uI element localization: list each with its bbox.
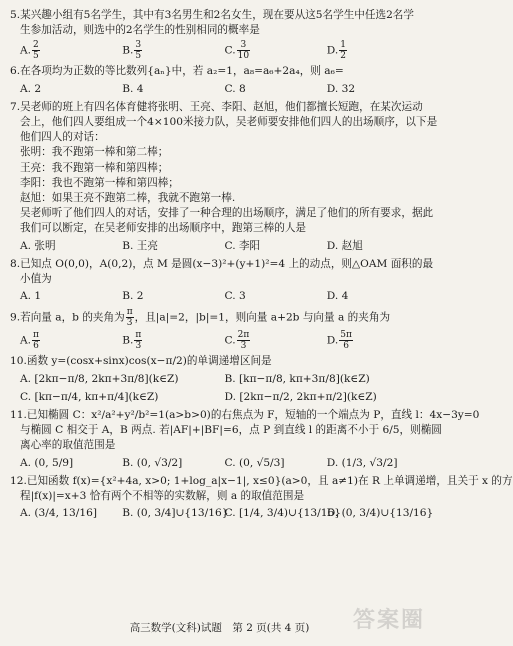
question-text: 程|f(x)|=x+3 恰有两个不相等的实数解，则 a 的取值范围是 [20, 490, 305, 503]
option-c: C. $\frac{3}{10}$ [224, 40, 250, 62]
option-c: C. $\frac{2\pi}{3}$ [224, 330, 250, 352]
options [10, 289, 429, 304]
question-6 [10, 64, 429, 96]
question-text: 离心率的取值范围是 [20, 439, 116, 452]
option-d: D. 赵旭 [326, 239, 363, 252]
question-text: 7.吴老师的班上有四名体育健将张明、王亮、李阳、赵旭，他们都擅长短跑，在某次运动 [10, 100, 423, 113]
dialogue-line: 王亮：我不跑第一棒和第四棒； [20, 161, 169, 174]
option-b: B. 4 [122, 82, 144, 95]
option-b: B. 2 [122, 290, 144, 303]
question-10 [10, 354, 429, 405]
dialogue-line: 张明：我不跑第一棒和第二棒； [20, 146, 169, 159]
question-text: 5.某兴趣小组有5名学生，其中有3名男生和2名女生，现在要从这5名学生中任选2名学 [10, 9, 414, 21]
option-a: A. $\frac{2}{5}$ [20, 40, 39, 62]
option-a: A. 1 [20, 290, 42, 303]
option-a: A. 张明 [20, 239, 56, 252]
option-b: B. $\frac{3}{5}$ [122, 40, 142, 62]
question-text: 生参加活动，则选中的2名学生的性别相同的概率是 [20, 24, 260, 37]
option-b: B. [kπ−π/8, kπ+3π/8](k∈Z) [224, 372, 370, 385]
option-d: D. (1/3, √3/2] [326, 456, 398, 469]
question-text: 吴老师听了他们四人的对话，安排了一种合理的出场顺序，满足了他们的所有要求，据此 [20, 207, 434, 220]
dialogue-line: 赵旭：如果王亮不跑第二棒，我就不跑第一棒. [20, 192, 236, 205]
option-d: D. [2kπ−π/2, 2kπ+π/2](k∈Z) [224, 390, 377, 403]
page-footer: 高三数学(文科)试题 第 2 页(共 4 页) [129, 621, 310, 634]
option-d: D. 4 [326, 290, 349, 303]
question-text: 12.已知函数 f(x)={x²+4a, x>0; 1+log_a|x−1|, x≤0}(a>0，且 a≠1)在 R 上单调递增，且关于 x 的方 [10, 474, 513, 487]
option-b: B. (0, 3/4]∪{13/16} [122, 507, 229, 520]
question-text: 10.函数 y=(cosx+sinx)cos(x−π/2)的单调递增区间是 [10, 355, 272, 368]
question-8 [10, 257, 434, 305]
options [10, 456, 429, 471]
question-text: 我们可以断定，在吴老师安排的出场顺序中，跑第三棒的人是 [20, 222, 307, 235]
option-a: A. (3/4, 13/16] [20, 507, 97, 520]
option-b: B. (0, √3/2] [122, 456, 183, 469]
options [10, 239, 429, 254]
dialogue-line: 李阳：我也不跑第一棒和第四棒； [20, 176, 179, 189]
option-a: A. $\frac{\pi}{6}$ [20, 330, 39, 352]
watermark-logo: 答案圈 [352, 607, 425, 633]
question-11 [10, 408, 480, 471]
options [10, 82, 429, 97]
option-c: C. 8 [224, 82, 246, 95]
question-5 [10, 8, 429, 61]
option-a: A. (0, 5/9] [20, 456, 74, 469]
option-c: C. [kπ−π/4, kπ+π/4](k∈Z) [20, 390, 159, 403]
option-d: D. (0, 3/4)∪{13/16} [326, 507, 434, 520]
option-d: D. $\frac{5\pi}{6}$ [326, 330, 352, 352]
question-text: 6.在各项均为正数的等比数列{aₙ}中，若 a₂=1，a₈=a₆+2a₄，则 a₆= [10, 65, 344, 78]
question-text: 小值为 [20, 273, 52, 286]
options [10, 40, 429, 61]
question-text: 9.若向量 a，b 的夹角为 $\frac{\pi}{3}$ ，且|a|=2，|b|=1，则向量 a+2b 与向量 a 的夹角为 [10, 307, 391, 329]
question-9 [10, 307, 429, 351]
question-12 [10, 474, 513, 522]
option-c: C. (0, √5/3] [224, 456, 285, 469]
question-text: 8.已知点 O(0,0)，A(0,2)，点 M 是圆(x−3)²+(y+1)²=4 上的动点，则△OAM 面积的最 [10, 257, 434, 270]
option-c: C. 3 [224, 290, 246, 303]
question-7 [10, 100, 438, 254]
question-text: 会上，他们四人要组成一个4×100米接力队，吴老师要安排他们四人的出场顺序，以下是 [20, 116, 438, 129]
options [10, 390, 429, 405]
question-text: 11.已知椭圆 C：x²/a²+y²/b²=1(a>b>0)的右焦点为 F，短轴的一个端点为 P，直线 l：4x−3y=0 [10, 409, 480, 422]
option-d: D. 32 [326, 82, 356, 95]
options [10, 330, 429, 351]
option-c: C. 李阳 [224, 239, 261, 252]
option-c: C. [1/4, 3/4)∪{13/16} [224, 507, 341, 520]
option-a: A. [2kπ−π/8, 2kπ+3π/8](k∈Z) [20, 372, 179, 385]
option-b: B. $\frac{\pi}{3}$ [122, 330, 142, 352]
option-d: D. $\frac{1}{2}$ [326, 40, 346, 62]
options [10, 372, 429, 387]
option-a: A. 2 [20, 82, 42, 95]
options [10, 506, 434, 521]
question-text: 与椭圆 C 相交于 A，B 两点. 若|AF|+|BF|=6，点 P 到直线 l 的距离不小于 6/5，则椭圆 [20, 424, 442, 437]
option-b: B. 王亮 [122, 239, 158, 252]
question-text: 他们四人的对话： [20, 131, 105, 144]
